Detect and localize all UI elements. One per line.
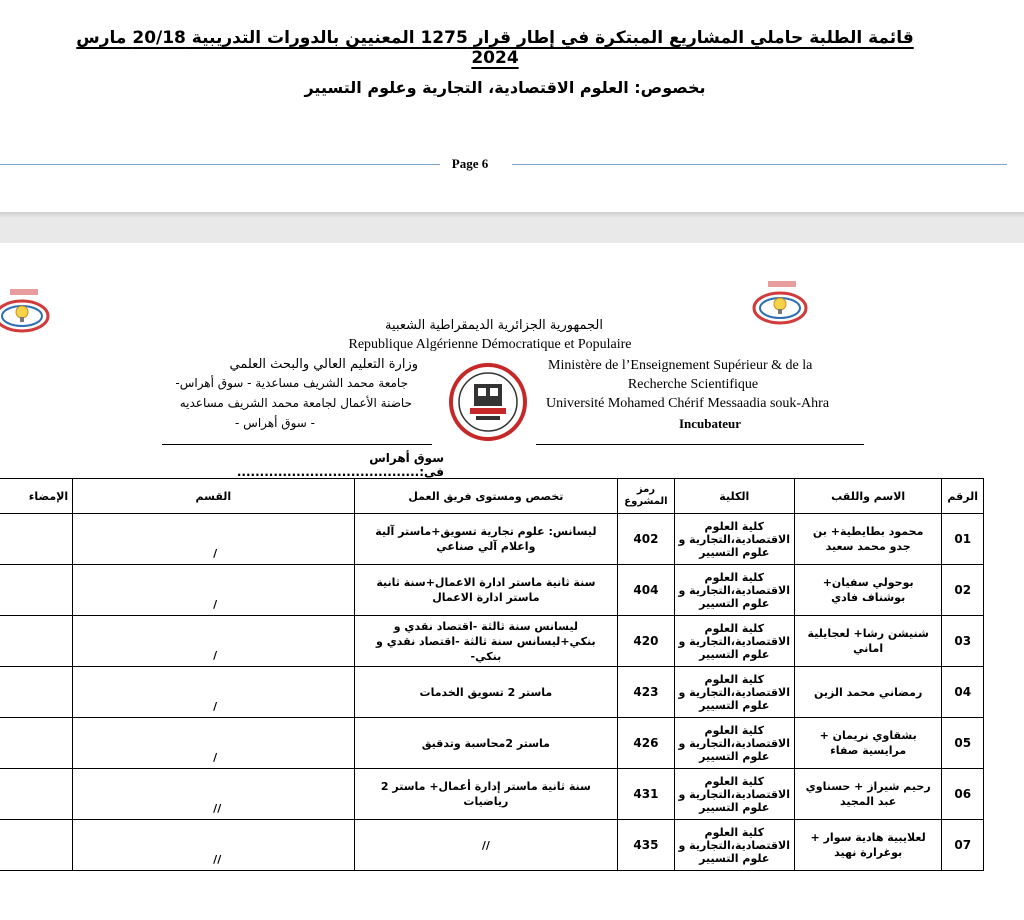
cell-faculty: كلية العلوم الاقتصادية،التجارية و علوم التسيير <box>674 667 794 718</box>
incubator-logo-left <box>0 286 52 338</box>
dept-value: // <box>213 802 222 815</box>
ministry-french-line2: Recherche Scientifique <box>627 377 759 392</box>
cell-sign <box>0 718 73 769</box>
document-subtitle: بخصوص: العلوم الاقتصادية، التجارية وعلوم التسيير <box>304 78 706 97</box>
cell-code: 420 <box>618 616 674 667</box>
dept-value: / <box>213 547 218 560</box>
cell-code: 435 <box>618 820 674 871</box>
cell-code: 404 <box>618 565 674 616</box>
cell-spec: // <box>354 820 618 871</box>
table-row <box>0 667 984 718</box>
cell-num: 02 <box>942 565 984 616</box>
header-spec: تخصص ومستوى فريق العمل <box>354 479 618 514</box>
header-sign: الإمضاء <box>0 479 73 514</box>
incubator-logo-right <box>750 278 810 330</box>
cell-dept <box>73 769 354 820</box>
document-title: قائمة الطلبة حاملي المشاريع المبتكرة في إطار قرار 1275 المعنيين بالدورات التدريبية 20/18 مارس 2024 <box>76 28 914 68</box>
cell-num: 01 <box>942 514 984 565</box>
cell-dept <box>73 616 354 667</box>
cell-dept <box>73 667 354 718</box>
republic-french: Republique Algérienne Démocratique et Populaire <box>348 337 632 352</box>
page-label: Page 6 <box>451 156 489 171</box>
incubator-arabic: حاضنة الأعمال لجامعة محمد الشريف مساعديه <box>179 396 412 410</box>
table-row <box>0 769 984 820</box>
cell-sign <box>0 769 73 820</box>
cell-name: رمضاني محمد الزين <box>794 667 942 718</box>
cell-spec: سنة ثانية ماستر إدارة أعمال+ ماستر 2 رياضيات <box>354 769 618 820</box>
cell-num: 07 <box>942 820 984 871</box>
table-row <box>0 514 984 565</box>
cell-sign <box>0 616 73 667</box>
letterhead-rule-right <box>536 444 864 445</box>
table-row <box>0 616 984 667</box>
header-code: رمز المشروع <box>618 479 674 514</box>
cell-code: 426 <box>618 718 674 769</box>
republic-arabic: الجمهورية الجزائرية الديمقراطية الشعبية <box>385 318 603 333</box>
table-row <box>0 820 984 871</box>
cell-dept <box>73 718 354 769</box>
table-row <box>0 718 984 769</box>
dept-value: // <box>213 853 222 866</box>
cell-name: شنيشن رشا+ لعجايلية اماني <box>794 616 942 667</box>
page-separator-left <box>0 164 440 165</box>
university-arabic: جامعة محمد الشريف مساعدية - سوق أهراس- <box>175 376 408 390</box>
ministry-arabic: وزارة التعليم العالي والبحث العلمي <box>229 357 418 372</box>
cell-spec: ماستر 2محاسبة وتدقيق <box>354 718 618 769</box>
cell-num: 03 <box>942 616 984 667</box>
cell-code: 402 <box>618 514 674 565</box>
cell-spec: ماستر 2 تسويق الخدمات <box>354 667 618 718</box>
cell-dept <box>73 565 354 616</box>
header-name: الاسم واللقب <box>794 479 942 514</box>
dept-value: / <box>213 649 218 662</box>
cell-name: لعلايبية هادية سوار + بوغرارة نهيد <box>794 820 942 871</box>
cell-faculty: كلية العلوم الاقتصادية،التجارية و علوم التسيير <box>674 718 794 769</box>
cell-num: 05 <box>942 718 984 769</box>
cell-name: محمود بطايطية+ بن جدو محمد سعيد <box>794 514 942 565</box>
cell-faculty: كلية العلوم الاقتصادية،التجارية و علوم التسيير <box>674 514 794 565</box>
city-arabic: - سوق أهراس - <box>235 416 315 430</box>
university-seal <box>444 362 532 446</box>
cell-faculty: كلية العلوم الاقتصادية،التجارية و علوم التسيير <box>674 769 794 820</box>
page-gap-shadow <box>0 212 1024 218</box>
cell-dept <box>73 514 354 565</box>
place-date-line: سوق أهراس في:........................................ <box>236 451 444 479</box>
page-separator-right <box>512 164 1007 165</box>
cell-code: 423 <box>618 667 674 718</box>
cell-faculty: كلية العلوم الاقتصادية،التجارية و علوم التسيير <box>674 565 794 616</box>
cell-faculty: كلية العلوم الاقتصادية،التجارية و علوم التسيير <box>674 616 794 667</box>
letterhead-rule-left <box>162 444 432 445</box>
cell-sign <box>0 667 73 718</box>
cell-sign <box>0 565 73 616</box>
table-row <box>0 565 984 616</box>
table-header-row <box>0 479 984 514</box>
incubator-french: Incubateur <box>678 416 742 431</box>
cell-spec: ليسانس: علوم تجارية تسويق+ماستر آلية واعلام آلي صناعي <box>354 514 618 565</box>
header-num: الرقم <box>942 479 984 514</box>
cell-sign <box>0 820 73 871</box>
cell-sign <box>0 514 73 565</box>
cell-num: 06 <box>942 769 984 820</box>
dept-value: / <box>213 751 218 764</box>
cell-faculty: كلية العلوم الاقتصادية،التجارية و علوم التسيير <box>674 820 794 871</box>
cell-spec: سنة ثانية ماستر ادارة الاعمال+سنة ثانية ماستر ادارة الاعمال <box>354 565 618 616</box>
cell-name: رحيم شيراز + حسناوي عبد المجيد <box>794 769 942 820</box>
cell-num: 04 <box>942 667 984 718</box>
dept-value: / <box>213 700 218 713</box>
cell-name: بشقاوي نريمان + مرايسية صفاء <box>794 718 942 769</box>
header-faculty: الكلية <box>674 479 794 514</box>
cell-dept <box>73 820 354 871</box>
cell-code: 431 <box>618 769 674 820</box>
students-table <box>0 478 984 871</box>
ministry-french-line1: Ministère de l’Enseignement Supérieur & de la <box>548 358 813 373</box>
university-french: Université Mohamed Chérif Messaadia souk-Ahra <box>546 396 830 411</box>
header-dept: القسم <box>73 479 354 514</box>
cell-name: بوحولي سفيان+ بوشناف فادي <box>794 565 942 616</box>
dept-value: / <box>213 598 218 611</box>
cell-spec: ليسانس سنة ثالثة -اقتصاد نقدي و بنكي+ليسانس سنة ثالثة -اقتصاد نقدي و بنكي- <box>354 616 618 667</box>
